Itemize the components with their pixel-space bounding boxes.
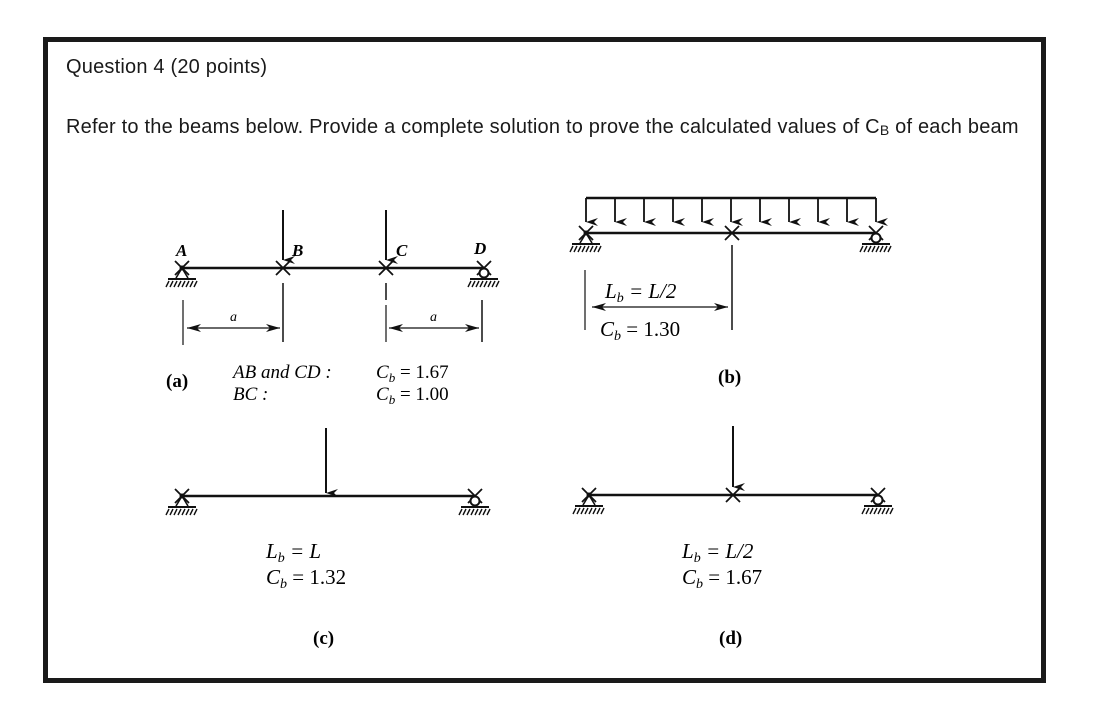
fig-c-lb: Lb = L bbox=[266, 539, 322, 566]
point-c-label: C bbox=[396, 241, 408, 260]
figure-c-label: (c) bbox=[313, 628, 335, 649]
fig-a-cb1: $C_b = 1.67$ bbox=[376, 362, 449, 385]
dim-a-left: a bbox=[230, 310, 237, 325]
cb-subscript: B bbox=[879, 122, 890, 138]
fig-d-cb: Cb = 1.67 bbox=[682, 565, 763, 592]
point-a-label: A bbox=[176, 241, 188, 260]
figure-b-label: (b) bbox=[718, 367, 742, 388]
fig-a-seg1: AB and CD : bbox=[233, 362, 332, 383]
figure-c bbox=[166, 428, 490, 649]
fig-b-lb: Lb = L/2 bbox=[605, 279, 677, 306]
point-d-label: D bbox=[474, 239, 487, 258]
fig-d-lb: Lb = L/2 bbox=[682, 539, 754, 566]
figure-d-label: (d) bbox=[719, 628, 743, 649]
question-body-text: Refer to the beams below. Provide a complete solution to prove the calculated values of C bbox=[66, 116, 880, 138]
question-title: Question 4 (20 points) bbox=[66, 56, 268, 78]
fig-a-seg2: BC : bbox=[233, 384, 269, 405]
question-body-suffix: of each beam bbox=[889, 116, 1019, 138]
fig-b-cb: Cb = 1.30 bbox=[600, 317, 681, 344]
point-b-label: B bbox=[292, 241, 304, 260]
fig-a-cb2: $C_b = 1.00$ bbox=[376, 384, 449, 407]
figure-a-label: (a) bbox=[166, 371, 189, 392]
figure-d bbox=[573, 426, 893, 649]
figure-a bbox=[166, 210, 499, 407]
dim-a-right: a bbox=[430, 310, 437, 325]
figure-b bbox=[570, 198, 891, 388]
fig-c-cb: Cb = 1.32 bbox=[266, 565, 347, 592]
